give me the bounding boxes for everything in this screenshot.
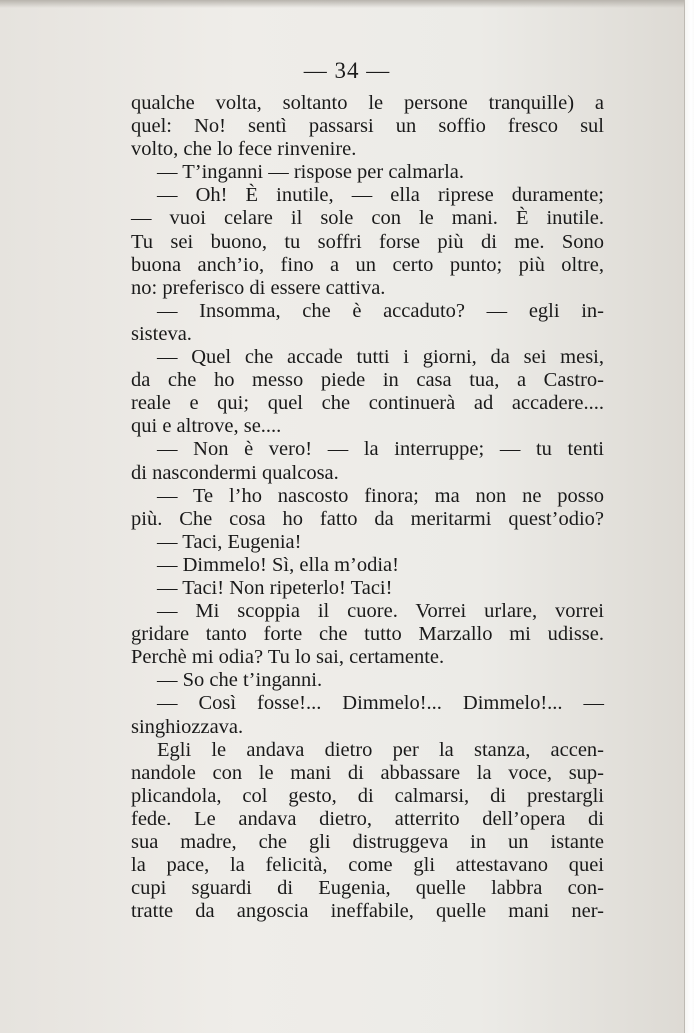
text-line: — Oh! È inutile, — ella riprese duramente; <box>157 184 604 207</box>
text-line: — Taci, Eugenia! <box>157 530 302 553</box>
text-line: fede. Le andava dietro, atterrito dell’opera di <box>131 807 604 830</box>
text-line: — T’inganni — rispose per calmarla. <box>157 161 465 184</box>
text-line: reale e qui; quel che continuerà ad accadere.... <box>131 392 604 415</box>
text-line: — Taci! Non ripeterlo! Taci! <box>157 576 393 599</box>
text-line: qui e altrove, se.... <box>131 415 282 438</box>
text-line: — Non è vero! — la interruppe; — tu tenti <box>157 438 604 461</box>
text-line: — Dimmelo! Sì, ella m’odia! <box>157 553 399 576</box>
text-line: — vuoi celare il sole con le mani. È inutile. <box>131 207 604 230</box>
text-line: di nascondermi qualcosa. <box>131 461 339 484</box>
text-line: Egli le andava dietro per la stanza, accen- <box>157 738 604 761</box>
text-line: la pace, la felicità, come gli attestavano quei <box>131 854 604 877</box>
text-line: più. Che cosa ho fatto da meritarmi quest’odio? <box>131 507 604 530</box>
text-line: — Te l’ho nascosto finora; ma non ne posso <box>157 484 604 507</box>
text-line: plicandola, col gesto, di calmarsi, di prestargli <box>131 784 604 807</box>
text-line: gridare tanto forte che tutto Marzallo mi udisse. <box>131 623 604 646</box>
text-line: buona anch’io, fino a un certo punto; più oltre, <box>131 253 604 276</box>
text-line: quel: No! sentì passarsi un soffio fresco sul <box>131 115 604 138</box>
page-edge <box>684 0 694 1033</box>
text-line: volto, che lo fece rinvenire. <box>131 138 357 161</box>
text-line: nandole con le mani di abbassare la voce, sup- <box>131 761 604 784</box>
text-line: no: preferisco di essere cattiva. <box>131 276 386 299</box>
page-number: — 34 — <box>303 58 391 83</box>
text-line: Tu sei buono, tu soffri forse più di me. Sono <box>131 230 604 253</box>
text-line: cupi sguardi di Eugenia, quelle labbra con- <box>131 877 604 900</box>
text-line: qualche volta, soltanto le persone tranquille) a <box>131 92 604 114</box>
body-text <box>131 92 604 923</box>
scan-shadow <box>0 0 684 8</box>
text-line: Perchè mi odia? Tu lo sai, certamente. <box>131 646 445 669</box>
text-line: sisteva. <box>131 322 192 345</box>
text-line: — Mi scoppia il cuore. Vorrei urlare, vorrei <box>157 600 604 623</box>
text-line: tratte da angoscia ineffabile, quelle mani ner- <box>131 900 604 923</box>
text-line: sua madre, che gli distruggeva in un istante <box>131 831 604 853</box>
text-line: — Così fosse!... Dimmelo!... Dimmelo!... — <box>157 692 604 715</box>
text-line: — So che t’inganni. <box>157 669 323 692</box>
text-line: — Quel che accade tutti i giorni, da sei mesi, <box>157 346 604 369</box>
text-line: da che ho messo piede in casa tua, a Castro- <box>131 369 604 392</box>
text-line: — Insomma, che è accaduto? — egli in- <box>157 299 604 322</box>
text-line: singhiozzava. <box>131 715 244 738</box>
